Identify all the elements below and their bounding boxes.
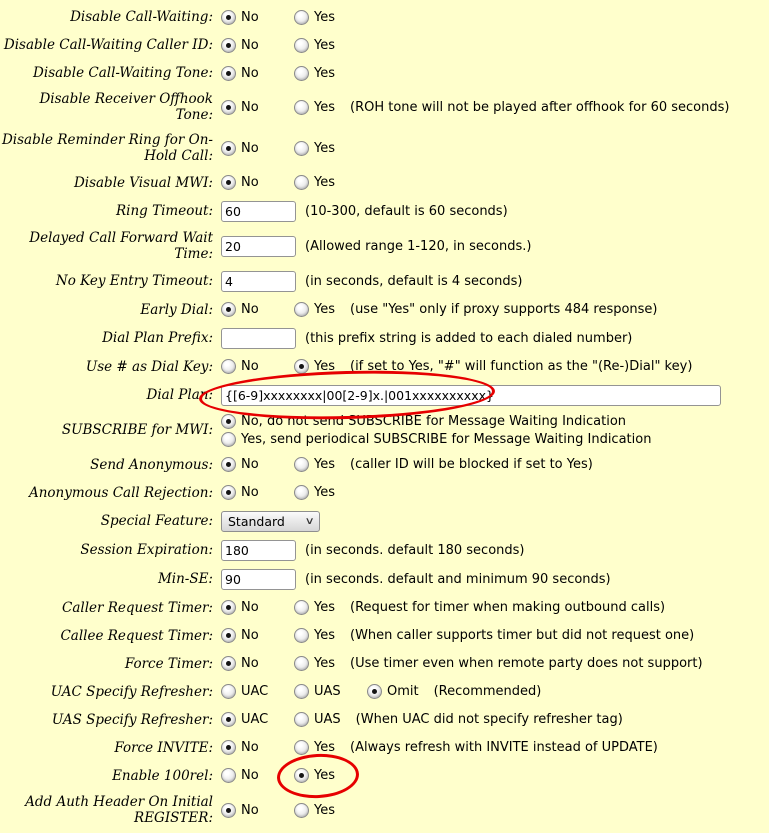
field-note: (use "Yes" only if proxy supports 484 response): [350, 302, 658, 318]
option-label: Yes: [314, 140, 335, 156]
option-label: Omit: [387, 684, 419, 700]
settings-row: [0, 565, 769, 594]
settings-row: [0, 226, 769, 267]
field-content: [213, 328, 769, 349]
settings-row: [0, 762, 769, 790]
option-uas[interactable]: [294, 684, 367, 699]
field-label-callee-request-timer: Callee Request Timer:: [60, 627, 213, 644]
radio-icon: [294, 712, 309, 727]
settings-row: [0, 451, 769, 479]
option-label: No: [241, 768, 259, 784]
field-label-subscribe-for-mwi: SUBSCRIBE for MWI:: [61, 422, 213, 439]
option-uac[interactable]: [221, 684, 294, 699]
settings-row: [0, 678, 769, 706]
field-note: (When UAC did not specify refresher tag): [355, 712, 623, 728]
field-content: [213, 201, 769, 222]
field-label-dial-plan-prefix: Dial Plan Prefix:: [102, 330, 213, 347]
option-label: No: [241, 802, 259, 818]
option-label: Yes: [314, 656, 335, 672]
option-label: UAS: [314, 712, 341, 728]
field-label-enable-100rel: Enable 100rel:: [112, 767, 213, 784]
settings-row: [0, 87, 769, 128]
field-label-early-dial: Early Dial:: [140, 301, 213, 318]
field-label-ring-timeout: Ring Timeout:: [115, 203, 213, 220]
field-content: [213, 710, 769, 730]
option-label: No: [241, 740, 259, 756]
field-label-anonymous-call-rejection: Anonymous Call Rejection:: [28, 484, 213, 501]
radio-icon: [294, 768, 309, 783]
option-yes[interactable]: [294, 803, 335, 818]
dial-plan-prefix-input[interactable]: [221, 328, 296, 349]
option-label: No: [241, 656, 259, 672]
radio-icon: [294, 66, 309, 81]
field-label-uas-specify-refresher: UAS Specify Refresher:: [51, 711, 213, 728]
settings-row: [0, 622, 769, 650]
option-label: No: [241, 359, 259, 375]
option-label: No: [241, 37, 259, 53]
radio-icon: [221, 600, 236, 615]
field-label-disable-visual-mwi: Disable Visual MWI:: [73, 174, 213, 191]
field-label-add-auth-header-on-initial-register: Add Auth Header On Initial REGISTER:: [25, 793, 213, 827]
option-no[interactable]: [221, 38, 294, 53]
radio-icon: [221, 38, 236, 53]
settings-row: [0, 267, 769, 296]
dial-plan-input[interactable]: [221, 385, 721, 406]
radio-icon: [367, 684, 382, 699]
option-no[interactable]: [221, 803, 294, 818]
settings-row: [0, 410, 769, 451]
chevron-down-icon: ∨: [304, 515, 315, 527]
option-omit[interactable]: [367, 684, 419, 699]
settings-row: [0, 128, 769, 169]
option-no[interactable]: [221, 656, 294, 671]
field-note: (caller ID will be blocked if set to Yes): [350, 457, 593, 473]
field-label-disable-receiver-offhook-tone: Disable Receiver Offhook Tone:: [39, 91, 213, 124]
field-label-send-anonymous: Send Anonymous:: [90, 456, 213, 473]
option-label: Yes: [314, 768, 335, 784]
option-label: Yes: [314, 740, 335, 756]
settings-row: [0, 296, 769, 324]
field-content: [213, 385, 769, 406]
option-yes[interactable]: [294, 38, 335, 53]
settings-row: [0, 594, 769, 622]
settings-row: [0, 31, 769, 59]
option-no[interactable]: [221, 100, 294, 115]
field-content: [213, 7, 769, 27]
option-label: No: [241, 140, 259, 156]
radio-icon: [221, 684, 236, 699]
radio-icon: [294, 100, 309, 115]
field-label-caller-request-timer: Caller Request Timer:: [62, 599, 213, 616]
radio-icon: [294, 600, 309, 615]
radio-icon: [294, 803, 309, 818]
radio-icon: [294, 628, 309, 643]
field-label-force-invite: Force INVITE:: [114, 739, 213, 756]
field-label-dial-plan: Dial Plan:: [146, 387, 213, 404]
settings-row: [0, 536, 769, 565]
settings-row: [0, 734, 769, 762]
option-yes[interactable]: [294, 457, 335, 472]
session-expiration-input[interactable]: [221, 540, 296, 561]
radio-icon: [221, 175, 236, 190]
settings-row: [0, 650, 769, 678]
option-label: No: [241, 175, 259, 191]
radio-icon: [221, 432, 236, 447]
field-note: (this prefix string is added to each dialed number): [305, 330, 633, 346]
radio-icon: [221, 803, 236, 818]
field-label-session-expiration: Session Expiration:: [80, 542, 213, 559]
field-note: (Always refresh with INVITE instead of UPDATE): [350, 740, 658, 756]
option-label: Yes: [314, 359, 335, 375]
option-yes[interactable]: [294, 10, 335, 25]
field-content: [213, 138, 769, 158]
option-yes[interactable]: [294, 628, 335, 643]
option-label: No: [241, 65, 259, 81]
option-label: Yes: [314, 600, 335, 616]
radio-icon: [294, 10, 309, 25]
field-note: (Recommended): [433, 684, 542, 700]
option-no[interactable]: [221, 175, 294, 190]
option-no[interactable]: [221, 10, 294, 25]
option-yes-send-periodical-subscribe-for-message-waiting-indication[interactable]: [221, 432, 651, 447]
option-label: Yes: [314, 802, 335, 818]
settings-row: [0, 197, 769, 226]
radio-icon: [221, 768, 236, 783]
settings-row: [0, 507, 769, 536]
radio-icon: [221, 10, 236, 25]
field-content: [213, 414, 769, 447]
option-label: UAS: [314, 684, 341, 700]
option-yes[interactable]: [294, 141, 335, 156]
option-label: No: [241, 628, 259, 644]
radio-icon: [294, 359, 309, 374]
option-label: No: [241, 485, 259, 501]
radio-option-line: [221, 414, 634, 429]
field-note: (in seconds, default is 4 seconds): [305, 273, 523, 289]
radio-icon: [294, 175, 309, 190]
delayed-call-forward-wait-time-input[interactable]: [221, 236, 296, 257]
settings-row: [0, 169, 769, 197]
field-label-disable-call-waiting: Disable Call-Waiting:: [70, 8, 213, 25]
option-yes[interactable]: [294, 359, 335, 374]
option-no[interactable]: [221, 600, 294, 615]
option-no[interactable]: [221, 768, 294, 783]
field-label-force-timer: Force Timer:: [124, 655, 213, 672]
min-se-input[interactable]: [221, 569, 296, 590]
option-label: No: [241, 600, 259, 616]
field-content: [213, 35, 769, 55]
field-content: [213, 626, 769, 646]
radio-icon: [221, 628, 236, 643]
field-label-disable-call-waiting-caller-id: Disable Call-Waiting Caller ID:: [3, 36, 213, 53]
option-yes[interactable]: [294, 302, 335, 317]
settings-row: [0, 3, 769, 31]
option-no[interactable]: [221, 302, 294, 317]
field-note: (Use timer even when remote party does not support): [350, 656, 703, 672]
field-note: (When caller supports timer but did not request one): [350, 628, 695, 644]
field-note: (if set to Yes, "#" will function as the "(Re-)Dial" key): [350, 359, 693, 375]
field-note: (ROH tone will not be played after offhook for 60 seconds): [350, 99, 730, 115]
settings-row: [0, 706, 769, 734]
radio-icon: [294, 485, 309, 500]
ring-timeout-input[interactable]: [221, 201, 296, 222]
option-label: Yes: [314, 99, 335, 115]
field-content: [213, 766, 769, 786]
option-label: Yes: [314, 175, 335, 191]
option-label: Yes: [314, 65, 335, 81]
option-label: Yes: [314, 37, 335, 53]
field-label-disable-reminder-ring-for-on-hold-call: Disable Reminder Ring for On-Hold Call:: [1, 131, 213, 165]
radio-icon: [221, 100, 236, 115]
settings-row: [0, 381, 769, 410]
option-yes[interactable]: [294, 656, 335, 671]
radio-icon: [221, 712, 236, 727]
field-content: [213, 300, 769, 320]
radio-icon: [221, 740, 236, 755]
field-content: [213, 63, 769, 83]
option-no-do-not-send-subscribe-for-message-waiting-indication[interactable]: [221, 414, 626, 429]
option-label: Yes: [314, 628, 335, 644]
radio-icon: [294, 302, 309, 317]
field-note: (Allowed range 1-120, in seconds.): [305, 238, 532, 254]
option-label: Yes, send periodical SUBSCRIBE for Message Waiting Indication: [241, 431, 652, 447]
field-content: [213, 483, 769, 503]
option-label: No: [241, 9, 259, 25]
field-label-no-key-entry-timeout: No Key Entry Timeout:: [55, 273, 213, 290]
option-label: Yes: [314, 485, 335, 501]
option-yes[interactable]: [294, 740, 335, 755]
option-yes[interactable]: [294, 600, 335, 615]
option-label: UAC: [241, 684, 269, 700]
field-label-use-as-dial-key: Use # as Dial Key:: [85, 358, 213, 375]
option-label: No: [241, 302, 259, 318]
field-content: [213, 598, 769, 618]
radio-icon: [294, 740, 309, 755]
field-content: [213, 271, 769, 292]
option-uas[interactable]: [294, 712, 341, 727]
field-content: [213, 540, 769, 561]
field-content: [213, 569, 769, 590]
field-content: [213, 97, 769, 117]
special-feature-select[interactable]: [221, 511, 320, 532]
field-content: [213, 455, 769, 475]
option-no[interactable]: [221, 740, 294, 755]
option-label: Yes: [314, 9, 335, 25]
field-content: [213, 682, 769, 702]
field-content: [213, 357, 769, 377]
radio-icon: [221, 141, 236, 156]
option-label: Yes: [314, 457, 335, 473]
field-note: (10-300, default is 60 seconds): [305, 203, 508, 219]
field-label-disable-call-waiting-tone: Disable Call-Waiting Tone:: [33, 64, 213, 81]
field-note: (in seconds. default 180 seconds): [305, 542, 525, 558]
field-content: [213, 236, 769, 257]
option-label: No, do not send SUBSCRIBE for Message Waiting Indication: [241, 413, 627, 429]
option-label: Yes: [314, 302, 335, 318]
option-yes[interactable]: [294, 175, 335, 190]
radio-icon: [221, 656, 236, 671]
radio-icon: [221, 485, 236, 500]
settings-row: [0, 479, 769, 507]
field-content: [213, 511, 769, 532]
radio-icon: [294, 141, 309, 156]
option-no[interactable]: [221, 66, 294, 81]
option-uac[interactable]: [221, 712, 294, 727]
radio-icon: [221, 359, 236, 374]
option-label: No: [241, 457, 259, 473]
radio-icon: [294, 38, 309, 53]
field-label-uac-specify-refresher: UAC Specify Refresher:: [50, 683, 213, 700]
option-no[interactable]: [221, 457, 294, 472]
field-content: [213, 654, 769, 674]
settings-row: [0, 59, 769, 87]
option-label: No: [241, 99, 259, 115]
field-content: [213, 800, 769, 820]
option-yes[interactable]: [294, 66, 335, 81]
option-yes[interactable]: [294, 485, 335, 500]
radio-icon: [294, 656, 309, 671]
option-no[interactable]: [221, 628, 294, 643]
radio-icon: [221, 414, 236, 429]
radio-option-line: [221, 432, 659, 447]
field-label-min-se: Min-SE:: [157, 571, 213, 588]
option-no[interactable]: [221, 141, 294, 156]
radio-icon: [294, 684, 309, 699]
radio-icon: [221, 302, 236, 317]
field-note: (in seconds. default and minimum 90 seconds): [305, 571, 611, 587]
field-content: [213, 738, 769, 758]
settings-row: [0, 324, 769, 353]
option-no[interactable]: [221, 485, 294, 500]
option-label: UAC: [241, 712, 269, 728]
settings-row: [0, 790, 769, 831]
radio-icon: [221, 66, 236, 81]
field-note: (Request for timer when making outbound calls): [350, 600, 666, 616]
radio-icon: [294, 457, 309, 472]
field-content: [213, 173, 769, 193]
field-label-delayed-call-forward-wait-time: Delayed Call Forward Wait Time:: [29, 229, 213, 263]
option-yes[interactable]: [294, 768, 335, 783]
option-no[interactable]: [221, 359, 294, 374]
settings-row: [0, 353, 769, 381]
field-label-special-feature: Special Feature:: [100, 513, 213, 530]
select-value: Standard: [228, 513, 285, 529]
no-key-entry-timeout-input[interactable]: [221, 271, 296, 292]
radio-icon: [221, 457, 236, 472]
option-yes[interactable]: [294, 100, 335, 115]
